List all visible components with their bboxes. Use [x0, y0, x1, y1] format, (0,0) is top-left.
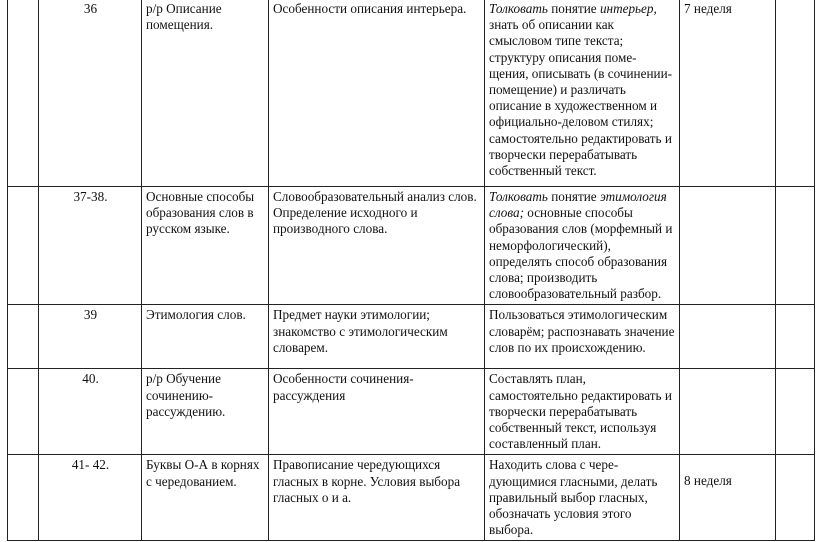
lesson-content: Особенности описания интерьера.: [269, 0, 485, 187]
skills-text: Пользоваться этимологическим словарём; распознавать значение слов по их происхождению.: [489, 307, 675, 355]
lesson-week: [680, 187, 776, 305]
lesson-skills: [485, 305, 680, 369]
lesson-week: 7 неделя: [680, 0, 776, 187]
lesson-topic: Этимология слов.: [142, 305, 269, 369]
lesson-number: 41- 42.: [39, 455, 142, 541]
lesson-skills: [485, 455, 680, 541]
lesson-number: 40.: [39, 369, 142, 455]
lesson-week: [680, 369, 776, 455]
blank-cell: [8, 369, 39, 455]
table-row: [8, 305, 815, 369]
lesson-skills: [485, 369, 680, 455]
lesson-week: 8 неделя: [680, 455, 776, 541]
blank-cell: [776, 455, 815, 541]
lesson-topic: Основные способы образования слов в русском языке.: [142, 187, 269, 305]
blank-cell: [776, 305, 815, 369]
table-row: [8, 369, 815, 455]
skills-text: понятие: [547, 1, 600, 16]
lesson-plan-table: [7, 0, 815, 541]
lesson-number: 39: [39, 305, 142, 369]
lesson-content: Правописание чередующихся гласных в корне. Условия выбора гласных о и а.: [269, 455, 485, 541]
blank-cell: [8, 187, 39, 305]
table-row: [8, 0, 815, 187]
skills-text: основные способы образования слов (морфемный и неморфологический), определять способ образования слова; производить словообразовательный разбор.: [489, 205, 673, 302]
skills-text: знать об описании как смысловом типе текста; структуру описания поме-щения, описывать (в сочинении- помещение) и различать описание в художественном и официально-деловом стилях; самостоятельно редактировать и творчески перерабатывать собственный текст.: [489, 17, 673, 179]
blank-cell: [8, 0, 39, 187]
lesson-content: Особенности сочинения-рассуждения: [269, 369, 485, 455]
blank-cell: [776, 0, 815, 187]
lesson-topic: р/р Описание помещения.: [142, 0, 269, 187]
table-row: [8, 187, 815, 305]
skills-text: Составлять план, самостоятельно редактировать и творчески перерабатывать собственный текст, используя составленный план.: [489, 371, 672, 452]
blank-cell: [8, 305, 39, 369]
lesson-content: Предмет науки этимологии; знакомство с этимологическим словарем.: [269, 305, 485, 369]
blank-cell: [8, 455, 39, 541]
lesson-topic: р/р Обучение сочинению-рассуждению.: [142, 369, 269, 455]
skills-term: этимология слова;: [489, 189, 667, 221]
table-row: [8, 455, 815, 541]
lesson-skills: [485, 0, 680, 187]
lesson-number: 37-38.: [39, 187, 142, 305]
blank-cell: [776, 187, 815, 305]
skills-text: понятие: [547, 189, 600, 204]
skills-term: Толковать: [489, 1, 548, 16]
lesson-content: Словообразовательный анализ слов. Определение исходного и производного слова.: [269, 187, 485, 305]
skills-text: Находить слова с чере-дующимися гласными, делать правильный выбор гласных, обозначать условия этого выбора.: [489, 457, 658, 538]
lesson-week: [680, 305, 776, 369]
blank-cell: [776, 369, 815, 455]
skills-term: интерьер,: [599, 1, 657, 16]
lesson-number: 36: [39, 0, 142, 187]
lesson-skills: [485, 187, 680, 305]
lesson-topic: Буквы О-А в корнях с чередованием.: [142, 455, 269, 541]
skills-term: Толковать: [489, 189, 548, 204]
